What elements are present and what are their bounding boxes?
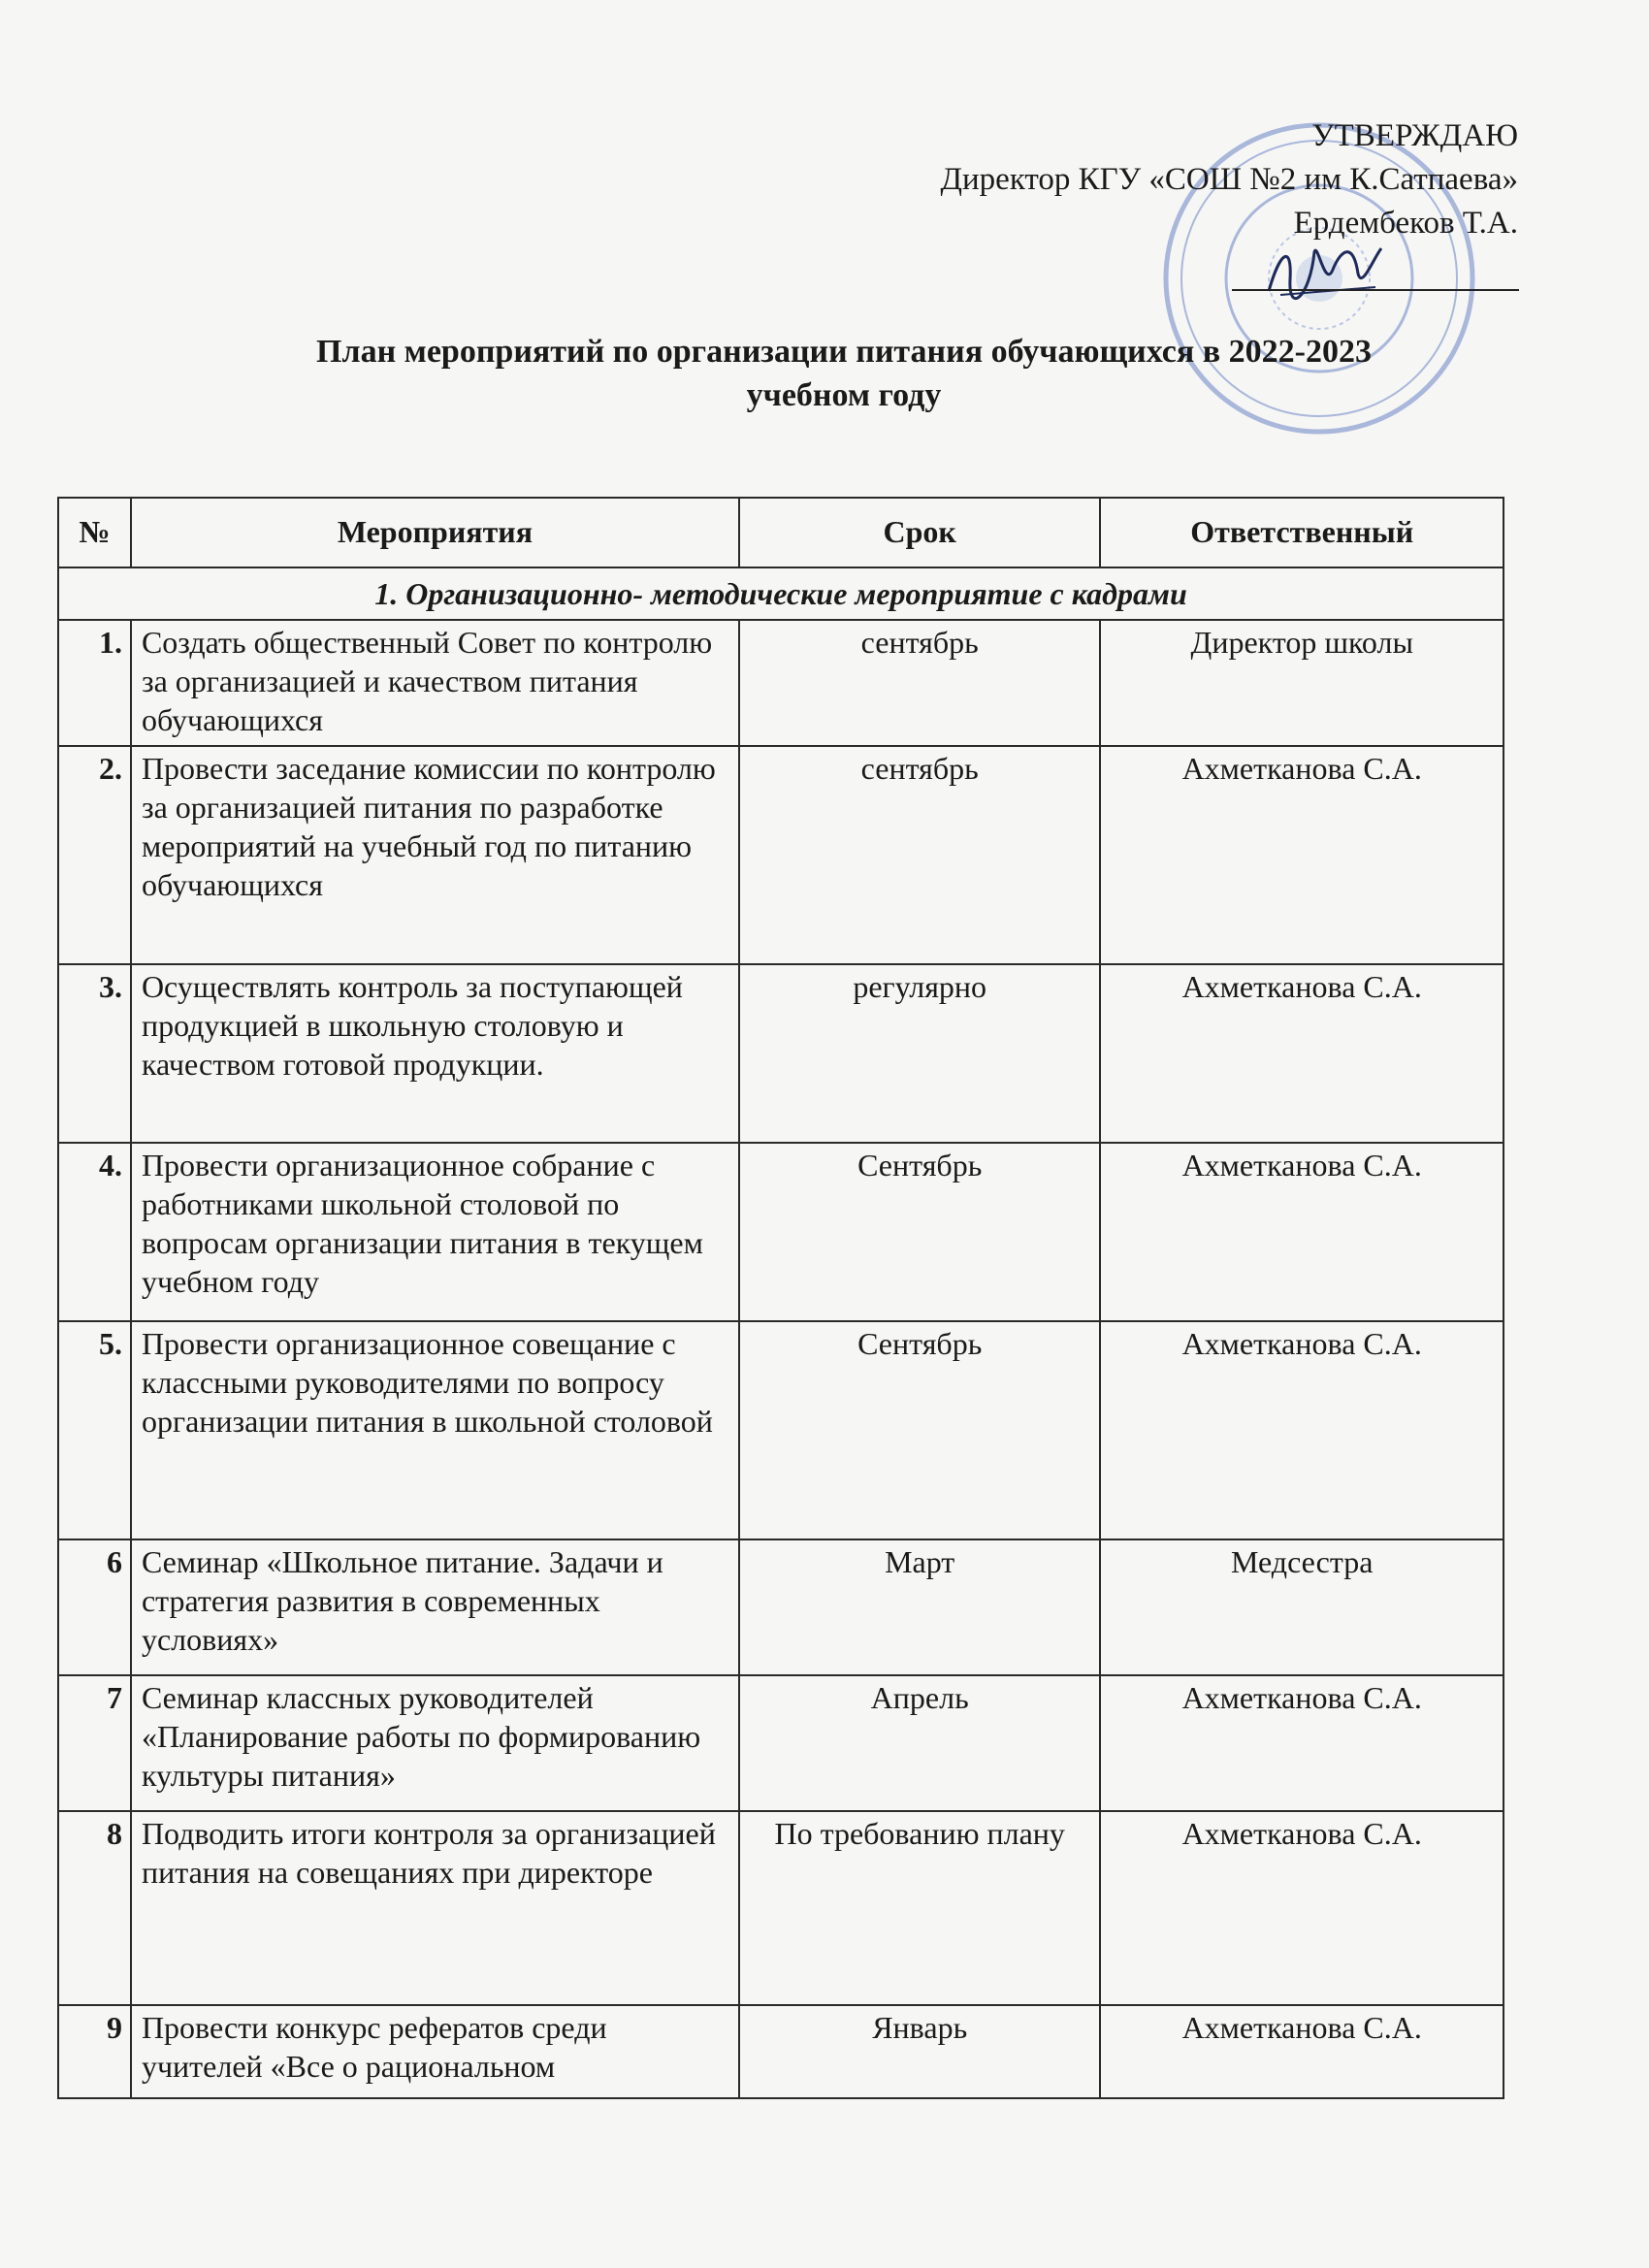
- row-num: 6: [58, 1539, 131, 1675]
- approval-heading: УТВЕРЖДАЮ: [1311, 118, 1518, 153]
- approval-block: [941, 114, 1519, 245]
- row-num: 1.: [58, 620, 131, 746]
- row-num: 4.: [58, 1143, 131, 1321]
- row-event: Создать общественный Совет по контролю за организацией и качеством питания обучающихся: [131, 620, 739, 746]
- row-term: Январь: [739, 2005, 1100, 2098]
- table-row: [58, 1143, 1504, 1321]
- row-num: 9: [58, 2005, 131, 2098]
- row-num: 8: [58, 1811, 131, 2005]
- table-row: [58, 746, 1504, 964]
- row-event: Осуществлять контроль за поступающей продукцией в школьную столовую и качеством готовой продукции.: [131, 964, 739, 1143]
- row-term: Апрель: [739, 1675, 1100, 1811]
- table-row: [58, 1675, 1504, 1811]
- row-responsible: Ахметканова С.А.: [1100, 1675, 1504, 1811]
- row-term: Сентябрь: [739, 1321, 1100, 1539]
- table-row: [58, 1811, 1504, 2005]
- row-responsible: Директор школы: [1100, 620, 1504, 746]
- header-num: №: [58, 498, 131, 567]
- row-term: сентябрь: [739, 746, 1100, 964]
- approval-position: Директор КГУ «СОШ №2 им К.Сатпаева»: [940, 162, 1518, 197]
- row-num: 3.: [58, 964, 131, 1143]
- row-event: Провести заседание комиссии по контролю за организацией питания по разработке мероприятий на учебный год по питанию обучающихся: [131, 746, 739, 964]
- plan-table: [57, 497, 1504, 2099]
- row-num: 5.: [58, 1321, 131, 1539]
- table-row: [58, 1321, 1504, 1539]
- document-title: [165, 330, 1523, 417]
- row-event: Провести организационное совещание с классными руководителями по вопросу организации питания в школьной столовой: [131, 1321, 739, 1539]
- row-term: Март: [739, 1539, 1100, 1675]
- row-responsible: Ахметканова С.А.: [1100, 1811, 1504, 2005]
- row-event: Семинар классных руководителей «Планирование работы по формированию культуры питания»: [131, 1675, 739, 1811]
- row-num: 7: [58, 1675, 131, 1811]
- row-event: Провести организационное собрание с работниками школьной столовой по вопросам организации питания в текущем учебном году: [131, 1143, 739, 1321]
- row-term: По требованию плану: [739, 1811, 1100, 2005]
- row-event: Провести конкурс рефератов среди учителей «Все о рациональном: [131, 2005, 739, 2098]
- table-row: [58, 2005, 1504, 2098]
- table-row: [58, 1539, 1504, 1675]
- row-term: сентябрь: [739, 620, 1100, 746]
- header-responsible: Ответственный: [1100, 498, 1504, 567]
- section-title: 1. Организационно- методические мероприятие с кадрами: [58, 567, 1504, 620]
- signature-line: [1232, 289, 1519, 291]
- header-event: Мероприятия: [131, 498, 739, 567]
- row-num: 2.: [58, 746, 131, 964]
- header-term: Срок: [739, 498, 1100, 567]
- row-responsible: Ахметканова С.А.: [1100, 2005, 1504, 2098]
- approval-name: Ердембеков Т.А.: [1293, 206, 1518, 241]
- row-responsible: Ахметканова С.А.: [1100, 1143, 1504, 1321]
- row-event: Подводить итоги контроля за организацией питания на совещаниях при директоре: [131, 1811, 739, 2005]
- table-header-row: [58, 498, 1504, 567]
- table-row: [58, 964, 1504, 1143]
- title-line-1: План мероприятий по организации питания обучающихся в 2022-2023: [316, 334, 1372, 370]
- row-responsible: Ахметканова С.А.: [1100, 964, 1504, 1143]
- table-row: [58, 620, 1504, 746]
- title-line-2: учебном году: [746, 377, 942, 413]
- row-responsible: Ахметканова С.А.: [1100, 746, 1504, 964]
- row-responsible: Ахметканова С.А.: [1100, 1321, 1504, 1539]
- row-term: регулярно: [739, 964, 1100, 1143]
- row-responsible: Медсестра: [1100, 1539, 1504, 1675]
- section-row: [58, 567, 1504, 620]
- row-event: Семинар «Школьное питание. Задачи и стратегия развития в современных условиях»: [131, 1539, 739, 1675]
- row-term: Сентябрь: [739, 1143, 1100, 1321]
